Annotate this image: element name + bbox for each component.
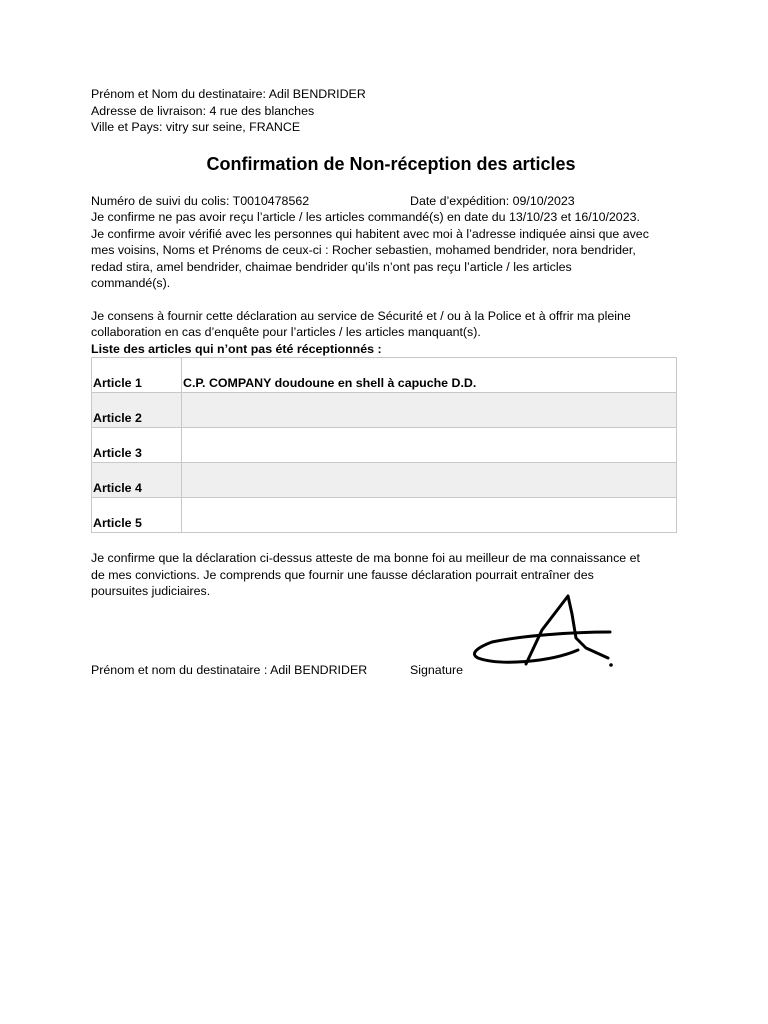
shipping-date: Date d’expédition: 09/10/2023	[410, 193, 575, 208]
paragraph-line: Je confirme que la déclaration ci-dessus atteste de ma bonne foi au meilleur de ma connaissance et	[91, 551, 640, 565]
paragraph-line: de mes convictions. Je comprends que fournir une fausse déclaration pourrait entraîner des	[91, 567, 594, 582]
table-row	[92, 498, 677, 533]
article-label: Article 1	[92, 358, 182, 393]
table-row	[92, 393, 677, 428]
articles-list-heading: Liste des articles qui n’ont pas été réceptionnés :	[91, 341, 382, 356]
article-description	[182, 498, 677, 533]
signature-label: Signature	[410, 662, 464, 677]
article-label: Article 5	[92, 498, 182, 533]
paragraph-line: commandé(s).	[91, 276, 171, 290]
articles-table	[91, 357, 677, 533]
paragraph-line: Je confirme avoir vérifié avec les personnes qui habitent avec moi à l’adresse indiquée ainsi que avec	[91, 226, 649, 241]
article-description	[182, 463, 677, 498]
table-row	[92, 428, 677, 463]
table-row	[92, 463, 677, 498]
paragraph-line: collaboration en cas d’enquête pour l’articles / les articles manquant(s).	[91, 325, 481, 339]
article-description: C.P. COMPANY doudoune en shell à capuche D.D.	[182, 358, 677, 393]
paragraph-line: redad stira, amel bendrider, chaimae bendrider qu’ils n’ont pas reçu l’article / les articles	[91, 259, 572, 274]
footer-recipient-name: Prénom et nom du destinataire : Adil BENDRIDER	[91, 662, 368, 677]
paragraph-line: mes voisins, Noms et Prénoms de ceux-ci : Rocher sebastien, mohamed bendrider, nora bendrider,	[91, 243, 636, 257]
article-label: Article 4	[92, 463, 182, 498]
handwritten-signature	[470, 592, 620, 672]
confirmation-paragraph	[91, 209, 691, 292]
paragraph-line: Je confirme ne pas avoir reçu l’article / les articles commandé(s) en date du 13/10/23 et 16/10/2023.	[91, 210, 640, 224]
delivery-address-line: Adresse de livraison: 4 rue des blanches	[91, 103, 315, 118]
document-title: Confirmation de Non-réception des articles	[206, 153, 576, 174]
article-description	[182, 393, 677, 428]
spacer	[91, 292, 691, 308]
consent-paragraph	[91, 308, 691, 358]
recipient-block	[91, 86, 691, 136]
article-label: Article 2	[92, 393, 182, 428]
city-country-line: Ville et Pays: vitry sur seine, FRANCE	[91, 120, 301, 134]
table-row	[92, 358, 677, 393]
paragraph-line: poursuites judiciaires.	[91, 584, 211, 598]
recipient-name-line: Prénom et Nom du destinataire: Adil BENDRIDER	[91, 87, 366, 101]
tracking-row	[91, 193, 691, 210]
article-description	[182, 428, 677, 463]
paragraph-line: Je consens à fournir cette déclaration au service de Sécurité et / ou à la Police et à offrir ma pleine	[91, 308, 631, 323]
tracking-number: Numéro de suivi du colis: T0010478562	[91, 193, 310, 208]
article-label: Article 3	[92, 428, 182, 463]
